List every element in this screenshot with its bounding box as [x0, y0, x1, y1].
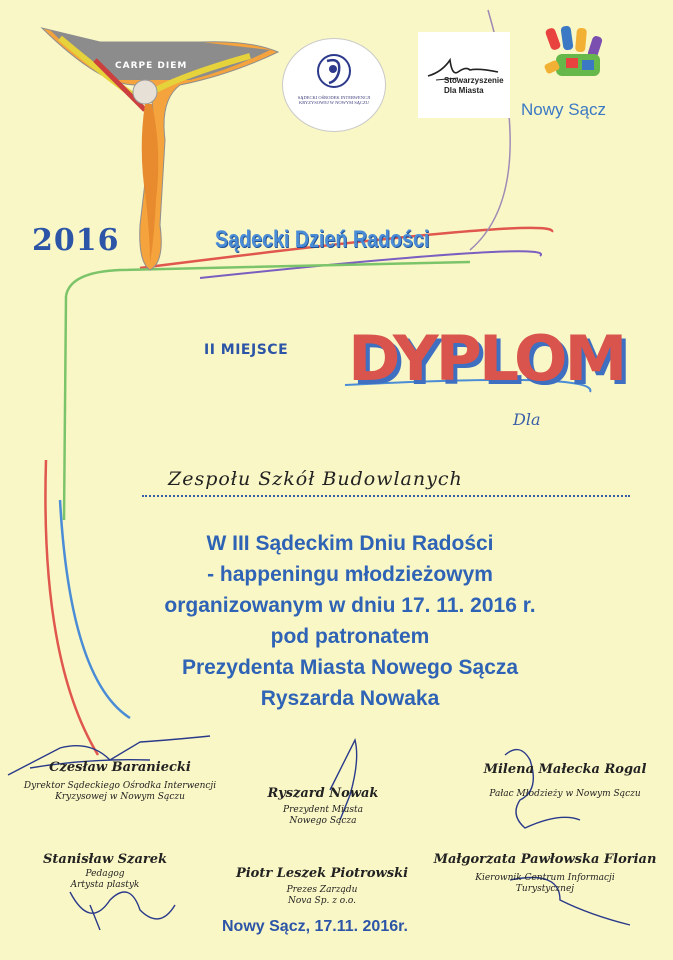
diploma-body [70, 528, 630, 714]
signature-baraniecki [20, 760, 220, 803]
body-line: W III Sądeckim Dniu Radości [206, 532, 494, 555]
recipient-name: Zespołu Szkół Budowlanych [168, 468, 463, 490]
signer-name: Stanisław Szarek [43, 852, 167, 867]
green-line [66, 262, 470, 296]
signer-name: Milena Małecka Rogal [483, 762, 647, 777]
sadecki-osrodek-logo [282, 38, 386, 132]
body-line: Prezydenta Miasta Nowego Sącza [181, 656, 519, 679]
sadecki-logo-text: SĄDECKI OŚRODEK INTERWENCJI KRYZYSOWEJ W NOWYM SĄCZU [297, 95, 371, 105]
recipient-dotted-line [142, 495, 630, 497]
event-year: 2016 [32, 223, 120, 258]
signature-nowak [258, 786, 388, 827]
stowarzyszenie-signature-icon [418, 32, 510, 118]
signer-role: Kierownik Centrum Informacji Turystycznej [475, 873, 615, 894]
stowarzyszenie-text: Stowarzyszenie Dla Miasta [444, 76, 504, 95]
body-line: pod patronatem [270, 625, 430, 648]
award-place: II MIEJSCE [204, 342, 289, 358]
event-title: Sądecki Dzień Radości [215, 226, 430, 253]
for-label: Dla [513, 410, 541, 429]
signer-name: Małgorzata Pawłowska Florian [433, 852, 657, 867]
signer-name: Ryszard Nowak [267, 786, 379, 801]
diploma-title: DYPLOM [348, 322, 625, 395]
signer-role: Prezydent Miasta Nowego Sącza [283, 805, 363, 826]
stowarzyszenie-logo [418, 32, 510, 118]
nowy-sacz-logo-label: Nowy Sącz [521, 100, 607, 119]
signer-role: Dyrektor Sądeckiego Ośrodka Interwencji Kryzysowej w Nowym Sączu [23, 781, 217, 802]
body-line: organizowanym w dniu 17. 11. 2016 r. [164, 594, 536, 617]
signer-role: Prezes Zarządu Nova Sp. z o.o. [286, 885, 358, 906]
signer-role: Pałac Młodzieży w Nowym Sączu [489, 789, 641, 799]
signature-malecka-rogal [480, 762, 650, 800]
nowy-sacz-hand-logo [544, 25, 604, 76]
body-line: Ryszarda Nowaka [260, 687, 440, 710]
signature-piotrowski [232, 866, 412, 907]
place-date: Nowy Sącz, 17.11. 2016r. [222, 918, 408, 935]
sadecki-emblem-icon [283, 39, 385, 131]
trophy-motto: CARPE DIEM [115, 61, 188, 71]
signer-name: Piotr Leszek Piotrowski [235, 866, 409, 881]
signature-pawlowska-florian [430, 852, 660, 895]
signer-name: Czesław Baraniecki [49, 760, 191, 775]
signer-role: Pedagog Artysta plastyk [70, 869, 140, 890]
signature-szarek [30, 852, 180, 891]
body-line: - happeningu młodzieżowym [207, 563, 493, 586]
